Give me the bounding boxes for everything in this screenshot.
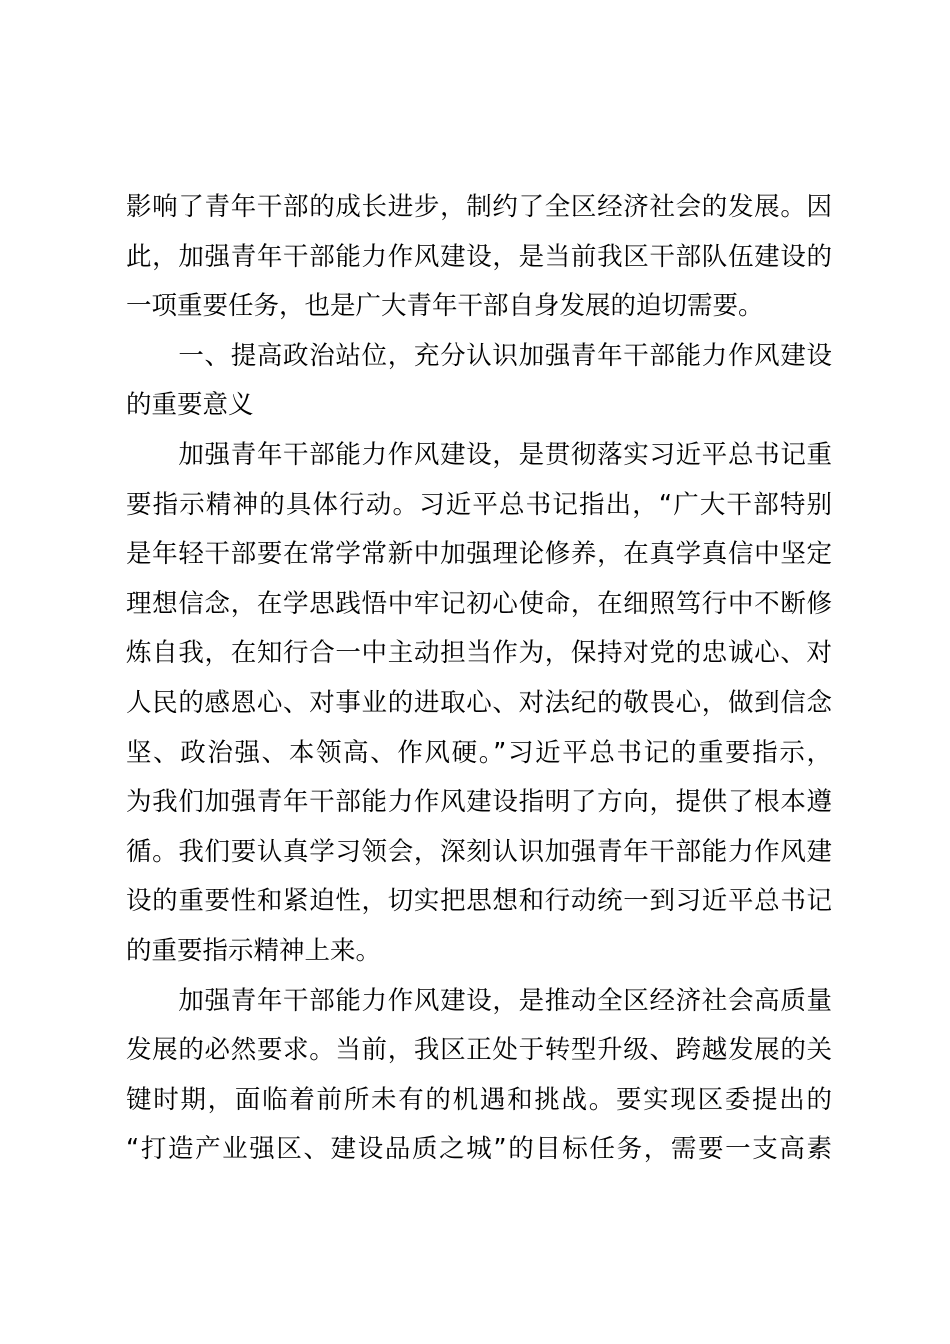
text-line: 加强青年干部能力作风建设，是贯彻落实习近平总书记重 — [126, 439, 832, 470]
text-line: 键时期，面临着前所未有的机遇和挑战。要实现区委提出的 — [126, 1084, 832, 1115]
text-line: 要指示精神的具体行动。习近平总书记指出，“广大干部特别 — [126, 489, 832, 520]
text-line: 设的重要性和紧迫性，切实把思想和行动统一到习近平总书记 — [126, 886, 832, 917]
text-line: 为我们加强青年干部能力作风建设指明了方向，提供了根本遵 — [126, 787, 832, 818]
text-line: 发展的必然要求。当前，我区正处于转型升级、跨越发展的关 — [126, 1035, 832, 1066]
text-line: 坚、政治强、本领高、作风硬。”习近平总书记的重要指示， — [126, 737, 832, 768]
text-line: 影响了青年干部的成长进步，制约了全区经济社会的发展。因 — [126, 192, 832, 222]
text-line: 的重要指示精神上来。 — [126, 935, 382, 966]
text-line: 一项重要任务，也是广大青年干部自身发展的迫切需要。 — [126, 291, 764, 322]
text-line: 此，加强青年干部能力作风建设，是当前我区干部队伍建设的 — [126, 241, 832, 272]
section-heading-line: 的重要意义 — [126, 390, 254, 421]
text-line: 加强青年干部能力作风建设，是推动全区经济社会高质量 — [126, 985, 832, 1016]
text-line: 循。我们要认真学习领会，深刻认识加强青年干部能力作风建 — [126, 836, 832, 867]
text-line: 炼自我，在知行合一中主动担当作为，保持对党的忠诚心、对 — [126, 638, 832, 669]
section-heading-line: 一、提高政治站位，充分认识加强青年干部能力作风建设 — [126, 340, 832, 371]
text-line: 是年轻干部要在常学常新中加强理论修养，在真学真信中坚定 — [126, 539, 832, 570]
text-line: 理想信念，在学思践悟中牢记初心使命，在细照笃行中不断修 — [126, 588, 832, 619]
text-line: “打造产业强区、建设品质之城”的目标任务，需要一支高素 — [126, 1134, 832, 1165]
document-body — [126, 183, 832, 1175]
text-line: 人民的感恩心、对事业的进取心、对法纪的敬畏心，做到信念 — [126, 687, 832, 718]
